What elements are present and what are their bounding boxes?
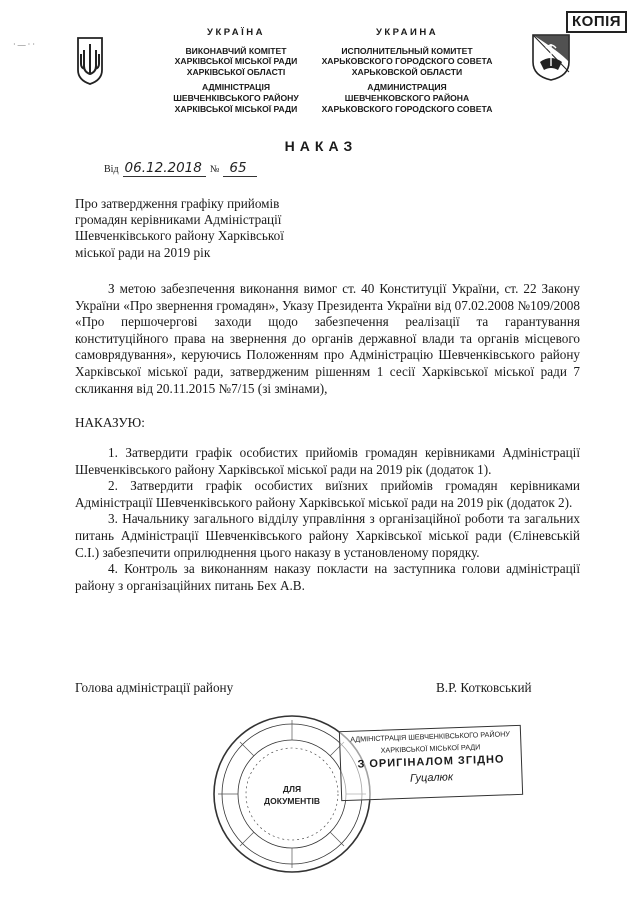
kharkiv-coat-of-arms-icon — [530, 32, 572, 82]
subject-line: міської ради на 2019 рік — [75, 244, 211, 260]
header-right — [312, 28, 502, 114]
signature-name: В.Р. Котковський — [436, 680, 532, 695]
order-item: 1. Затвердити графік особистих прийомів громадян керівниками Адміністрації Шевченківського району Харківської міської ради на 2019 рік (додаток 1). — [75, 445, 580, 477]
header-left-dept-line: ХАРКІВСЬКОЇ МІСЬКОЇ РАДИ — [174, 103, 298, 114]
document-number: 65 — [223, 160, 256, 177]
order-items — [75, 445, 580, 594]
header-left-dept-line: ШЕВЧЕНКІВСЬКОГО РАЙОНУ — [173, 92, 299, 103]
header-left-country: УКРАЇНА — [207, 27, 265, 38]
order-item: 4. Контроль за виконанням наказу покласти на заступника голови адміністрації району з організаційних питань Бех А.В. — [75, 561, 580, 593]
header-left-dept-line: АДМІНІСТРАЦІЯ — [201, 82, 271, 93]
header-left — [150, 28, 322, 114]
rect-stamp-org-line: АДМІНІСТРАЦІЯ ШЕВЧЕНКІВСЬКОГО РАЙОНУ — [350, 729, 511, 744]
margin-marks: · — · · — [13, 40, 35, 49]
signature-title: Голова адміністрації району — [75, 680, 234, 695]
round-stamp-line: ДЛЯ — [282, 784, 302, 794]
header-right-country: УКРАИНА — [375, 27, 439, 38]
trident-coat-of-arms-icon — [76, 36, 104, 86]
header-left-org-line: ХАРКІВСЬКОЇ МІСЬКОЇ РАДИ — [174, 56, 298, 67]
header-right-org-line: ХАРЬКОВСКОЙ ОБЛАСТИ — [351, 66, 463, 77]
rect-stamp-signature: Гуцалюк — [409, 771, 454, 786]
round-stamp-line: ДОКУМЕНТІВ — [264, 796, 320, 806]
subject-line: Про затвердження графіку прийомів — [75, 196, 280, 211]
preamble-paragraph: З метою забезпечення виконання вимог ст. 40 Конституції України, ст. 22 Закону України «Про звернення громадян», Указу Президента України від 07.02.2008 №109/2008 «Про першочергові заходи щодо забезпечення реалізації та гарантування конституційного права на звернення до органів державної влади та органів місцевого самоврядування», керуючись Положенням про Адміністрацію Шевченківського району Харківської міської ради, затвердженим рішенням 1 сесії Харківської міської ради 7 скликання від 20.11.2015 №7/15 (зі змінами), — [75, 281, 580, 396]
document-date: 06.12.2018 — [123, 160, 206, 177]
date-number-line — [104, 160, 257, 177]
header-left-org-line: ВИКОНАВЧИЙ КОМІТЕТ — [185, 45, 287, 56]
header-left-org-line: ХАРКІВСЬКОЇ ОБЛАСТІ — [186, 66, 286, 77]
certified-copy-stamp — [339, 725, 523, 801]
rect-stamp-org-line: ХАРКІВСЬКОЇ МІСЬКОЇ РАДИ — [380, 742, 481, 755]
subject-line: громадян керівниками Адміністрації — [75, 212, 282, 228]
header-right-dept-line: ШЕВЧЕНКОВСКОГО РАЙОНА — [344, 92, 470, 103]
number-prefix: № — [209, 164, 220, 175]
order-item: 3. Начальнику загального відділу управління з організаційної роботи та загальних питань Адміністрації Шевченківського району Харківської міської ради (Єліневській С.І.) забезпечити оприлюднення цього наказу в установленому порядку. — [75, 511, 580, 560]
rect-stamp-title: З ОРИГІНАЛОМ ЗГІДНО — [357, 753, 505, 771]
subject-line: Шевченківського району Харківської — [75, 228, 284, 244]
date-prefix: Від — [104, 164, 119, 175]
header-right-dept-line: ХАРЬКОВСКОГО ГОРОДСКОГО СОВЕТА — [321, 103, 493, 114]
document-subject — [75, 196, 325, 261]
header-right-org-line: ХАРЬКОВСКОГО ГОРОДСКОГО СОВЕТА — [321, 56, 493, 67]
document-title: НАКАЗ — [284, 138, 358, 154]
header-right-org-line: ИСПОЛНИТЕЛЬНЫЙ КОМИТЕТ — [341, 45, 473, 56]
header-right-dept-line: АДМИНИСТРАЦИЯ — [367, 82, 447, 93]
order-word: НАКАЗУЮ: — [75, 415, 145, 430]
copy-stamp: КОПІЯ — [566, 11, 627, 33]
order-item: 2. Затвердити графік особистих виїзних прийомів громадян керівниками Адміністрації Шевченківського району Харківської міської ради на 2019 рік (додаток 2). — [75, 478, 580, 510]
